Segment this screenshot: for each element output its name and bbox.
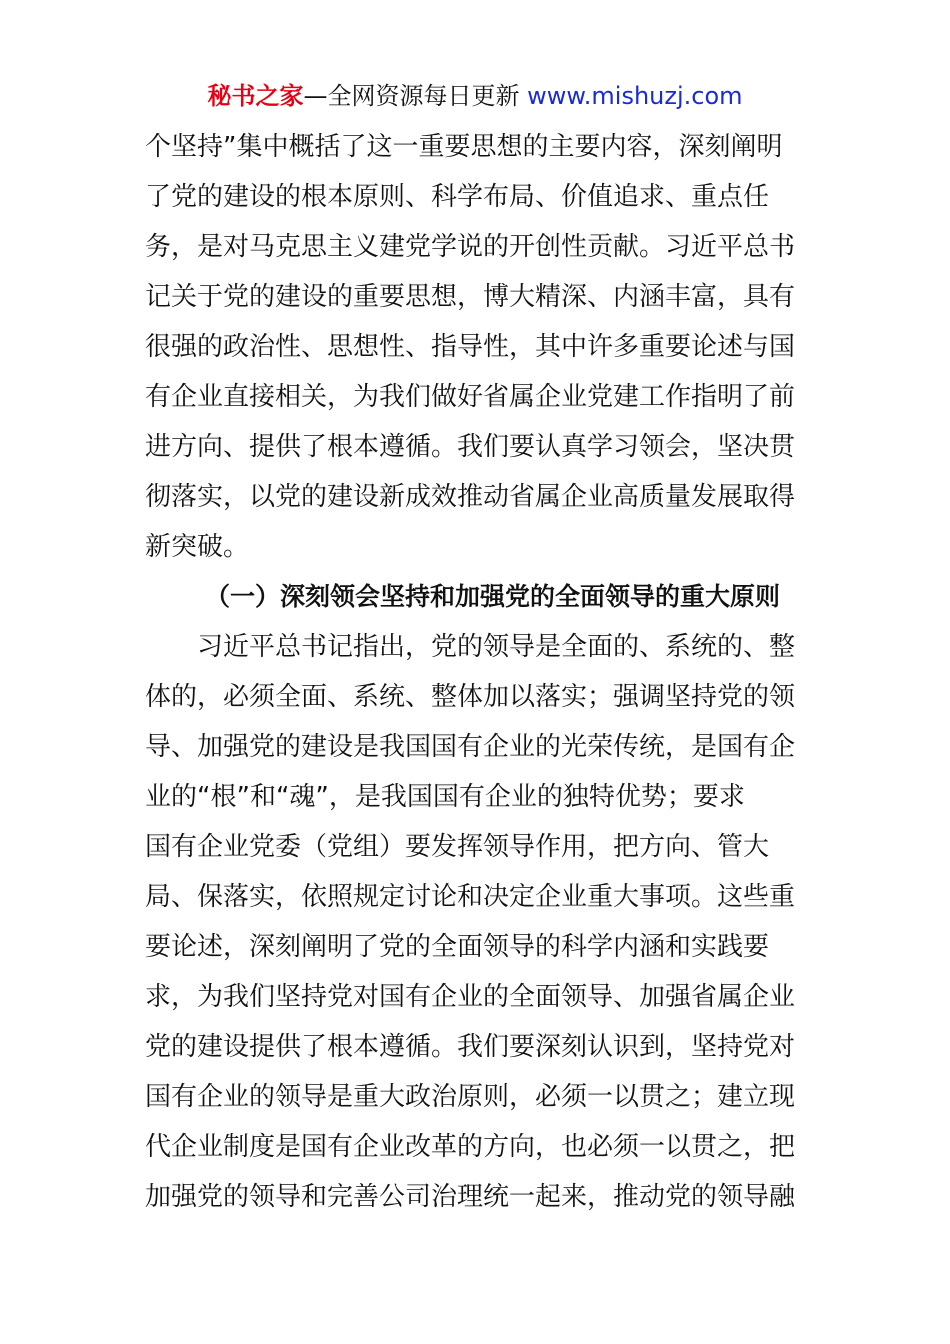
text-line: 彻落实，以党的建设新成效推动省属企业高质量发展取得	[145, 482, 796, 512]
text-line: 导、加强党的建设是我国国有企业的光荣传统，是国有企	[145, 732, 796, 762]
text-line: 要论述，深刻阐明了党的全面领导的科学内涵和实践要	[145, 932, 770, 962]
brand-name: 秘书之家	[207, 82, 304, 110]
document-body	[145, 122, 810, 1222]
text-line: 进方向、提供了根本遵循。我们要认真学习领会，坚决贯	[145, 432, 796, 462]
text-line: 务，是对马克思主义建党学说的开创性贡献。习近平总书	[145, 232, 796, 262]
text-line: 有企业直接相关，为我们做好省属企业党建工作指明了前	[145, 382, 796, 412]
text-line: 代企业制度是国有企业改革的方向，也必须一以贯之，把	[145, 1132, 796, 1162]
text-line: 国有企业党委（党组）要发挥领导作用，把方向、管大	[145, 832, 770, 862]
text-line: 记关于党的建设的重要思想，博大精深、内涵丰富，具有	[145, 282, 796, 312]
text-line: 加强党的领导和完善公司治理统一起来，推动党的领导融	[145, 1182, 796, 1212]
text-line: 求，为我们坚持党对国有企业的全面领导、加强省属企业	[145, 982, 796, 1012]
text-line: 党的建设提供了根本遵循。我们要深刻认识到，坚持党对	[145, 1032, 796, 1062]
text-line: 个坚持”集中概括了这一重要思想的主要内容，深刻阐明	[145, 132, 783, 162]
text-line: 国有企业的领导是重大政治原则，必须一以贯之；建立现	[145, 1082, 796, 1112]
section-heading: （一）深刻领会坚持和加强党的全面领导的重大原则	[205, 582, 781, 611]
text-line: 体的，必须全面、系统、整体加以落实；强调坚持党的领	[145, 682, 796, 712]
text-line: 了党的建设的根本原则、科学布局、价值追求、重点任	[145, 182, 770, 212]
text-line: 业的“根”和“魂”，是我国国有企业的独特优势；要求	[145, 782, 745, 812]
site-header	[0, 80, 950, 112]
site-url-link[interactable]: www.mishuzj.com	[527, 82, 743, 110]
text-line: 习近平总书记指出，党的领导是全面的、系统的、整	[145, 632, 796, 662]
header-tagline: —全网资源每日更新	[303, 82, 528, 110]
text-line: 新突破。	[145, 532, 250, 562]
text-line: 很强的政治性、思想性、指导性，其中许多重要论述与国	[145, 332, 796, 362]
text-line: 局、保落实，依照规定讨论和决定企业重大事项。这些重	[145, 882, 796, 912]
